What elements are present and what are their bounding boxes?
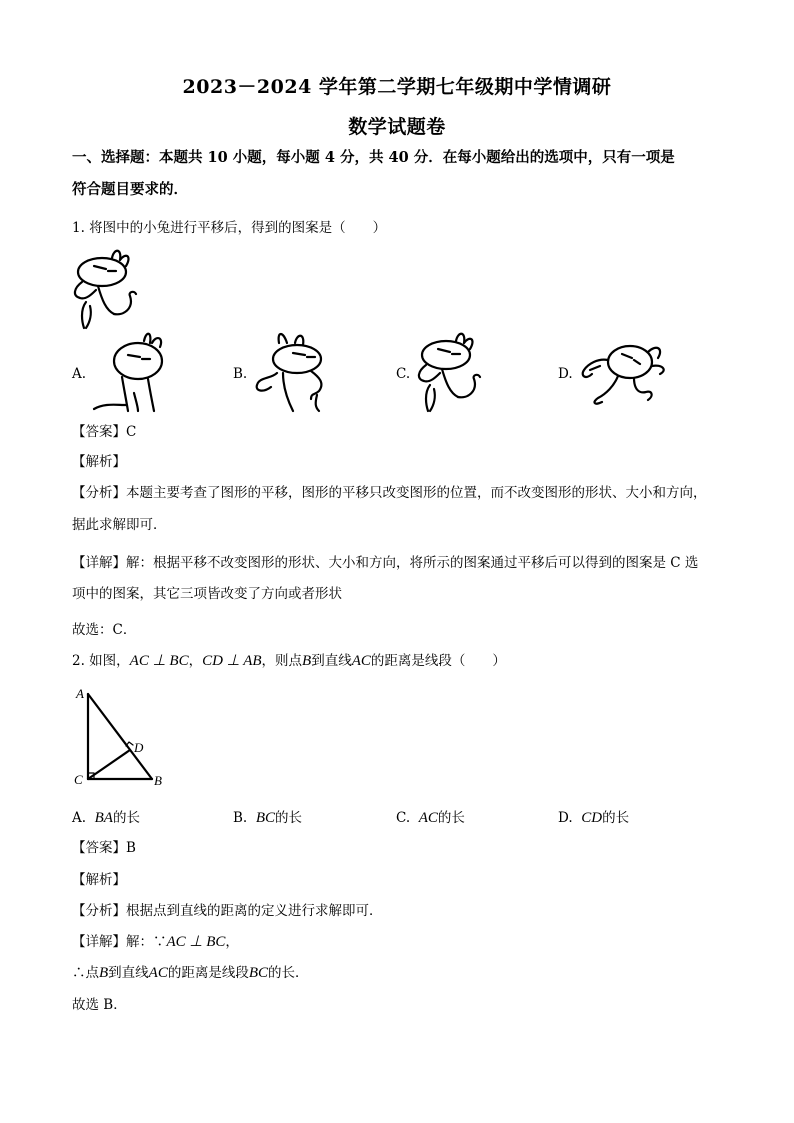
q2-answer-value: B	[126, 840, 136, 856]
q2-stem-ac: AC	[351, 653, 371, 669]
vertex-label-c: C	[74, 772, 83, 787]
rabbit-option-b-figure	[253, 333, 333, 413]
q2-xiangjie-post: ，	[225, 934, 239, 950]
q2-option-c-letter: C.	[396, 810, 411, 826]
q2-xiangjie-tag: 【详解】	[72, 934, 126, 950]
q1-conclusion: 故选：C．	[72, 622, 137, 638]
q2-fenxi-line	[72, 901, 732, 921]
q1-xiangjie-text1: 解：根据平移不改变图形的形状、大小和方向，将所示的图案通过平移后可以得到的图案是 C 选	[126, 555, 699, 571]
q2-option-b-letter: B.	[233, 810, 248, 826]
q1-option-d-label: D.	[558, 366, 573, 382]
q2-xiangjie-pre: 解：∵	[126, 934, 167, 950]
q1-fenxi-text1: 本题主要考查了图形的平移，图形的平移只改变图形的位置，而不改变图形的形状、大小和方向，	[126, 485, 707, 501]
q2-option-d-suffix: 的长	[602, 810, 630, 826]
q2-stem	[72, 651, 732, 671]
q2-therefore-ac: AC	[148, 965, 168, 981]
q1-xiangjie-tag: 【详解】	[72, 555, 126, 571]
q1-xiangjie-line2: 项中的图案，其它三项皆改变了方向或者形状	[72, 586, 342, 602]
q2-stem-pre: 2. 如图，	[72, 653, 130, 669]
section-heading-line2: 符合题目要求的．	[72, 181, 188, 198]
q2-therefore-line	[72, 963, 732, 983]
q1-fenxi-tag: 【分析】	[72, 485, 126, 501]
rabbit-original-figure	[72, 250, 152, 330]
page-title: 2023－2024 学年第二学期七年级期中学情调研	[182, 76, 612, 98]
q2-stem-ac-perp-bc: AC ⊥ BC	[129, 653, 189, 669]
q2-option-c	[396, 806, 465, 827]
q1-option-b-label: B.	[233, 366, 248, 382]
q2-option-a-letter: A.	[72, 810, 87, 826]
q2-therefore-post: 的长．	[268, 965, 309, 981]
vertex-label-d: D	[134, 740, 144, 755]
q2-option-d-seg: CD	[581, 810, 603, 826]
vertex-label-b: B	[154, 773, 162, 788]
q1-option-c-label: C.	[396, 366, 411, 382]
q2-option-c-suffix: 的长	[437, 810, 465, 826]
q2-therefore-bc: BC	[248, 965, 269, 981]
q1-fenxi-line2: 据此求解即可．	[72, 517, 167, 533]
q2-stem-sep: ，	[188, 653, 203, 669]
q2-stem-mid: ，则点	[261, 653, 303, 669]
q2-fenxi-text: 根据点到直线的距离的定义进行求解即可．	[126, 903, 383, 919]
q1-jiexi-tag: 【解析】	[72, 454, 126, 470]
q2-option-c-seg: AC	[418, 810, 438, 826]
rabbit-option-c-figure	[414, 333, 494, 413]
q2-answer	[72, 838, 732, 858]
q2-stem-post: 的距离是线段（ ）	[370, 653, 506, 669]
q1-stem: 1. 将图中的小兔进行平移后，得到的图案是（ ）	[72, 220, 387, 236]
q2-therefore-mid: 到直线	[108, 965, 149, 981]
page-subtitle: 数学试题卷	[348, 116, 446, 138]
q2-option-b	[233, 806, 302, 827]
q2-option-b-seg: BC	[255, 810, 275, 826]
triangle-figure	[72, 686, 172, 791]
q1-answer-tag: 【答案】	[72, 424, 126, 440]
rabbit-option-d-figure	[578, 340, 673, 410]
q1-answer	[72, 422, 732, 442]
rabbit-option-a-figure	[94, 333, 169, 413]
section-heading-line1: 一、选择题：本题共 10 小题，每小题 4 分，共 40 分．在每小题给出的选项中，只有一项是	[72, 149, 675, 166]
q2-therefore-pre: ∴点	[72, 965, 99, 981]
q1-answer-value: C	[126, 424, 137, 440]
q2-therefore-b: B	[99, 965, 109, 981]
q2-xiangjie-line	[72, 932, 732, 952]
q2-stem-b: B	[302, 653, 312, 669]
q2-fenxi-tag: 【分析】	[72, 903, 126, 919]
q2-stem-mid2: 到直线	[311, 653, 352, 669]
q2-option-d	[558, 806, 629, 827]
q2-jiexi-tag: 【解析】	[72, 872, 126, 888]
q2-option-d-letter: D.	[558, 810, 573, 826]
q1-xiangjie-line1	[72, 553, 732, 573]
q2-option-b-suffix: 的长	[274, 810, 302, 826]
q2-therefore-mid2: 的距离是线段	[167, 965, 249, 981]
vertex-label-a: A	[76, 686, 84, 701]
q2-option-a	[72, 806, 140, 827]
q2-answer-tag: 【答案】	[72, 840, 126, 856]
q2-stem-cd-perp-ab: CD ⊥ AB	[202, 653, 262, 669]
q2-xiangjie-rel: AC ⊥ BC	[166, 934, 226, 950]
q2-option-a-seg: BA	[94, 810, 113, 826]
q1-option-a-label: A.	[72, 366, 87, 382]
q1-fenxi-line1	[72, 483, 732, 503]
q2-conclusion: 故选 B．	[72, 997, 127, 1013]
q2-option-a-suffix: 的长	[112, 810, 140, 826]
